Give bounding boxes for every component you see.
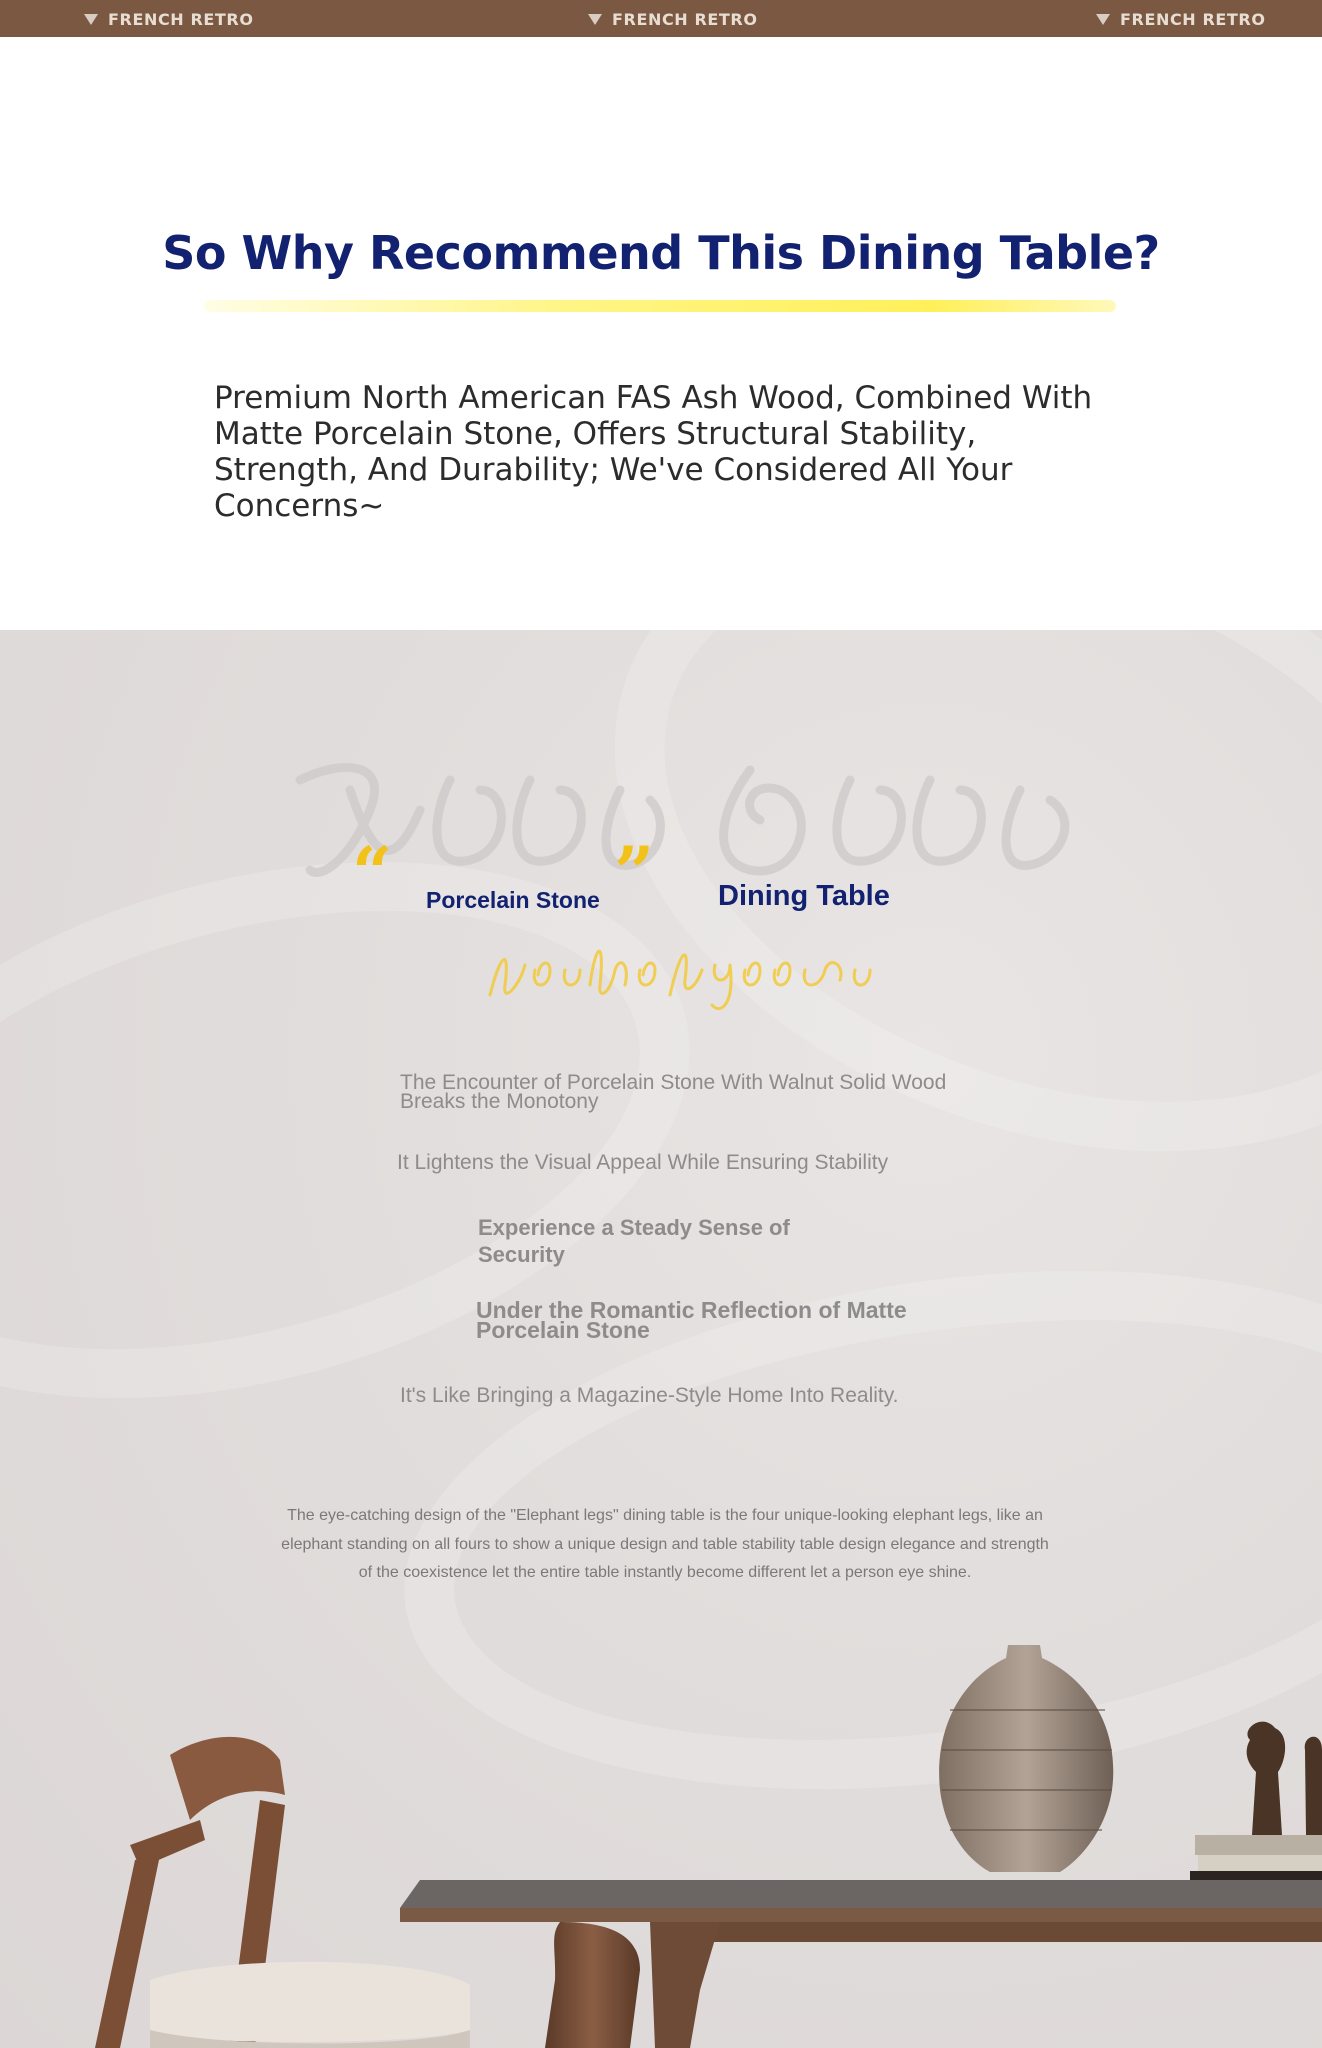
open-quote-icon: “: [352, 831, 393, 914]
product-scene-image: [0, 1590, 1322, 2048]
title-underline: [204, 300, 1116, 312]
banner-label: FRENCH RETRO: [1120, 9, 1266, 29]
feature-point-3: Experience a Steady Sense of Security: [478, 1215, 790, 1267]
triangle-down-icon: [84, 14, 98, 25]
top-banner: [0, 0, 1322, 37]
page-title: So Why Recommend This Dining Table?: [162, 226, 1160, 280]
feature-point-2: It Lightens the Visual Appeal While Ensuring Stability: [397, 1151, 889, 1174]
banner-item: [1096, 8, 1266, 30]
banner-label: FRENCH RETRO: [612, 9, 758, 29]
feature-title-left: Porcelain Stone: [426, 887, 600, 913]
script-watermark: [280, 750, 1100, 890]
banner-item: [588, 8, 758, 30]
vase-icon: [939, 1645, 1113, 1872]
feature-point-5: It's Like Bringing a Magazine-Style Home Into Reality.: [400, 1384, 899, 1407]
banner-label: FRENCH RETRO: [108, 9, 254, 29]
gold-script-decoration: [480, 925, 880, 1015]
feature-title-right: Dining Table: [718, 880, 890, 912]
triangle-down-icon: [1096, 14, 1110, 25]
intro-paragraph: Premium North American FAS Ash Wood, Combined With Matte Porcelain Stone, Offers Structural Stability, Strength, And Durability; We've Considered All Your Concerns~: [214, 380, 1093, 524]
triangle-down-icon: [588, 14, 602, 25]
feature-point-4: Under the Romantic Reflection of Matte Porcelain Stone: [476, 1297, 907, 1343]
banner-item: [84, 8, 254, 30]
feature-point-1: The Encounter of Porcelain Stone With Walnut Solid Wood Breaks the Monotony: [400, 1071, 947, 1113]
close-quote-icon: ”: [614, 831, 655, 914]
feature-description: The eye-catching design of the "Elephant legs" dining table is the four unique-looking elephant legs, like an elephant standing on all fours to show a unique design and table stability table design elegance and strength of the coexistence let the entire table instantly become different let a person eye shine.: [281, 1507, 1049, 1581]
feature-section: [0, 630, 1322, 2048]
